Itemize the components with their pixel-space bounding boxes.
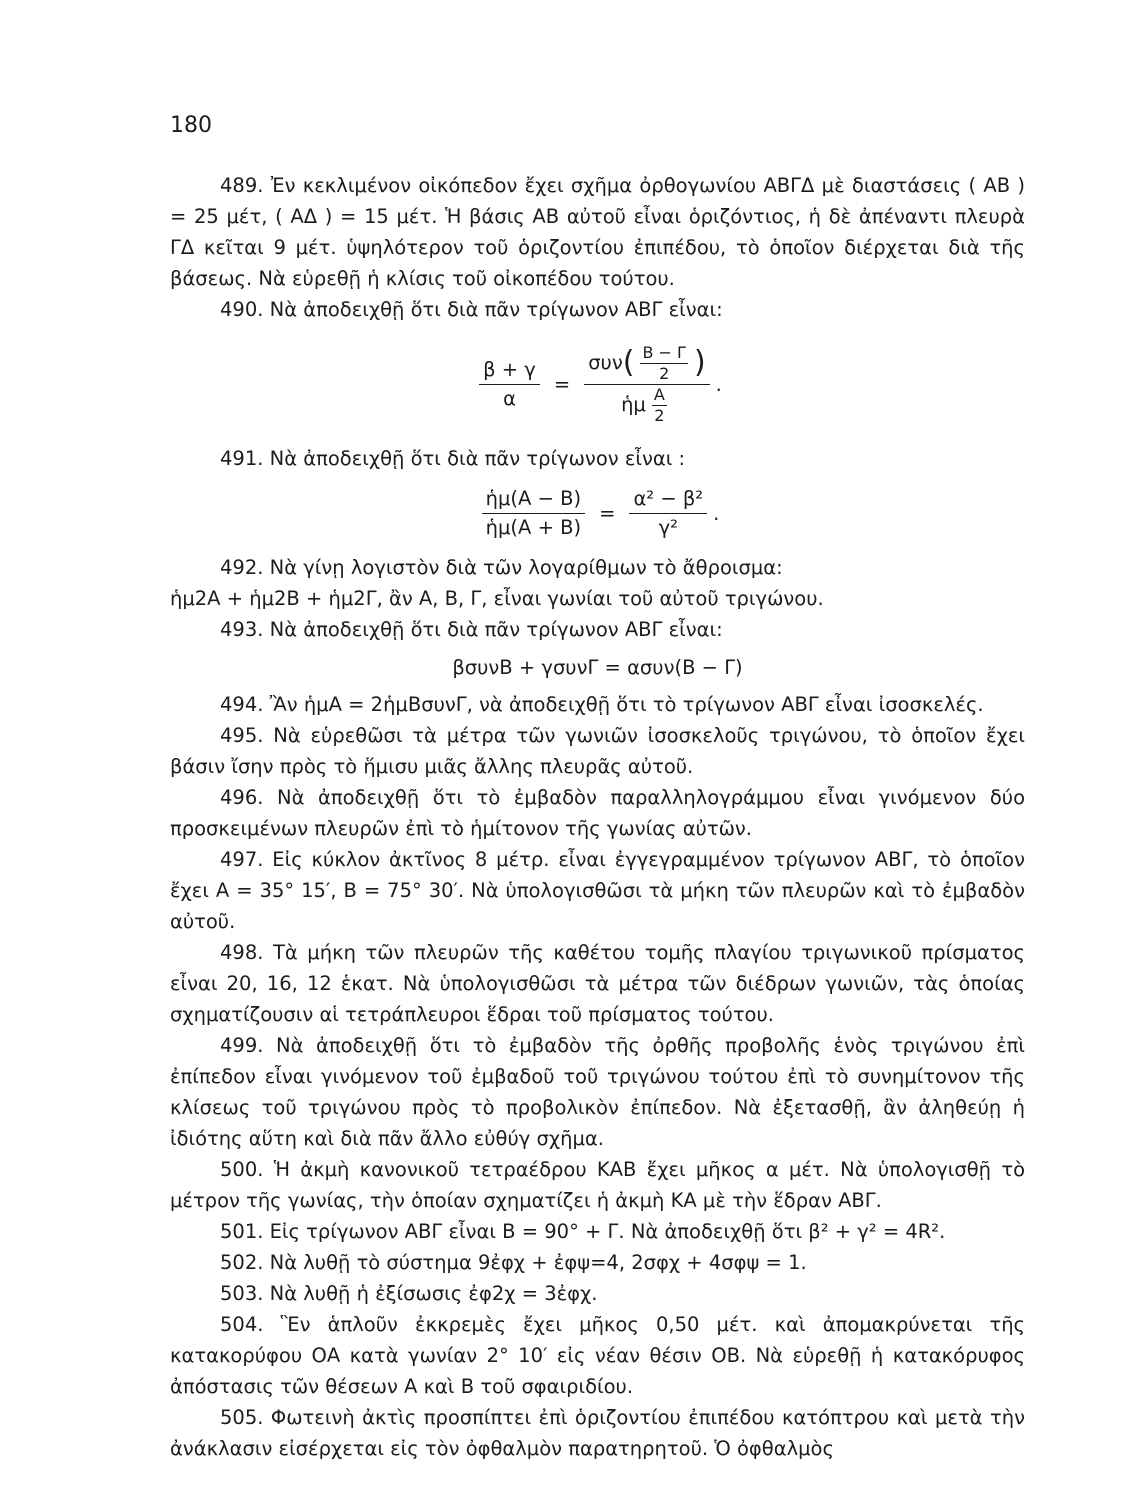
- problem-501: 501. Εἰς τρίγωνον ΑΒΓ εἶναι Β = 90° + Γ. Νὰ ἀποδειχθῇ ὅτι β² + γ² = 4R².: [220, 1220, 946, 1243]
- rhs-denominator: γ²: [658, 515, 678, 539]
- formula-period: .: [713, 501, 720, 525]
- problem-489: 489. Ἐν κεκλιμένον οἰκόπεδον ἔχει σχῆμα ὀρθογωνίου ΑΒΓΔ μὲ διαστάσεις ( ΑΒ ) = 25 μέτ, ( ΑΔ ) = 15 μέτ. Ἡ βάσις ΑΒ αὐτοῦ εἶναι ὁριζόντιος, ἡ δὲ ἀπέναντι πλευρὰ ΓΔ κεῖται 9 μέτ. ὑψηλότερον τοῦ ὁριζοντίου ἐπιπέδου, τὸ ὁποῖον διέρχεται διὰ τῆς βάσεως. Νὰ εὑρεθῇ ἡ κλίσις τοῦ οἰκοπέδου τούτου.: [170, 174, 1025, 290]
- problem-502: 502. Νὰ λυθῇ τὸ σύστημα 9ἐφχ + ἐφψ=4, 2σφχ + 4σφψ = 1.: [220, 1251, 807, 1274]
- page-number: 180: [170, 113, 212, 138]
- problem-499: 499. Νὰ ἀποδειχθῇ ὅτι τὸ ἐμβαδὸν τῆς ὀρθῆς προβολῆς ἑνὸς τριγώνου ἐπὶ ἐπίπεδον εἶναι γινόμενον τοῦ ἐμβαδοῦ τοῦ τριγώνου τούτου ἐπὶ τὸ συνημίτονον τῆς κλίσεως τοῦ τριγώνου πρὸς τὸ προβολικὸν ἐπίπεδον. Νὰ ἐξετασθῇ, ἂν ἀληθεύῃ ἡ ἰδιότης αὕτη καὶ διὰ πᾶν ἄλλο εὐθύγ σχῆμα.: [170, 1034, 1025, 1150]
- lhs-numerator: β + γ: [479, 356, 540, 385]
- problem-503: 503. Νὰ λυθῇ ἡ ἐξίσωσις ἐφ2χ = 3ἐφχ.: [220, 1282, 598, 1305]
- lhs-numerator: ἡμ(Α − Β): [482, 485, 585, 514]
- half-a-fraction: [652, 385, 667, 426]
- formula-491: [170, 478, 1025, 548]
- right-paren: ): [693, 345, 706, 380]
- page-body: [170, 170, 1025, 1464]
- rhs-numerator: α² − β²: [629, 485, 707, 514]
- rhs-numerator: [584, 343, 709, 385]
- problem-494: 494. Ἂν ἡμΑ = 2ἡμΒσυνΓ, νὰ ἀποδειχθῇ ὅτι τὸ τρίγωνον ΑΒΓ εἶναι ἰσοσκελές.: [220, 693, 984, 716]
- formula-493: βσυνΒ + γσυνΓ = ασυν(Β − Γ): [452, 655, 743, 679]
- lhs-denominator: ἡμ(Α + Β): [485, 515, 582, 539]
- formula-period: .: [715, 372, 722, 396]
- problem-492-line2: ἡμ2Α + ἡμ2Β + ἡμ2Γ, ἂν Α, Β, Γ, εἶναι γωνίαι τοῦ αὐτοῦ τριγώνου.: [170, 587, 824, 610]
- problem-497: 497. Εἰς κύκλον ἀκτῖνος 8 μέτρ. εἶναι ἐγγεγραμμένον τρίγωνον ΑΒΓ, τὸ ὁποῖον ἔχει Α = 35° 15′, Β = 75° 30′. Νὰ ὑπολογισθῶσι τὰ μήκη τῶν πλευρῶν καὶ τὸ ἐμβαδὸν αὐτοῦ.: [170, 848, 1025, 933]
- fraction-rhs: [584, 343, 709, 426]
- problem-493: 493. Νὰ ἀποδειχθῇ ὅτι διὰ πᾶν τρίγωνον ΑΒΓ εἶναι:: [220, 618, 723, 641]
- problem-496: 496. Νὰ ἀποδειχθῇ ὅτι τὸ ἐμβαδὸν παραλληλογράμμου εἶναι γινόμενον δύο προσκειμένων πλευρῶν ἐπὶ τὸ ἡμίτονον τῆς γωνίας αὐτῶν.: [170, 786, 1025, 840]
- lhs-denominator: α: [503, 386, 516, 410]
- left-paren: (: [622, 345, 635, 380]
- problem-490: 490. Νὰ ἀποδειχθῇ ὅτι διὰ πᾶν τρίγωνον ΑΒΓ εἶναι:: [220, 298, 723, 321]
- cos-function: συν: [588, 351, 623, 374]
- fraction-lhs: [482, 485, 585, 542]
- half-a-denominator: 2: [654, 405, 665, 425]
- problem-505: 505. Φωτεινὴ ἀκτὶς προσπίπτει ἐπὶ ὁριζοντίου ἐπιπέδου κατόπτρου καὶ μετὰ τὴν ἀνάκλασιν εἰσέρχεται εἰς τὸν ὀφθαλμὸν παρατηρητοῦ. Ὁ ὀφθαλμὸς: [170, 1406, 1025, 1460]
- problem-500: 500. Ἡ ἀκμὴ κανονικοῦ τετραέδρου ΚΑΒ ἔχει μῆκος α μέτ. Νὰ ὑπολογισθῇ τὸ μέτρον τῆς γωνίας, τὴν ὁποίαν σχηματίζει ἡ ἀκμὴ ΚΑ μὲ τὴν ἕδραν ΑΒΓ.: [170, 1158, 1025, 1212]
- problem-491: 491. Νὰ ἀποδειχθῇ ὅτι διὰ πᾶν τρίγωνον εἶναι :: [220, 447, 686, 470]
- half-angle-numerator: Β − Γ: [642, 342, 686, 362]
- problem-495: 495. Νὰ εὑρεθῶσι τὰ μέτρα τῶν γωνιῶν ἰσοσκελοῦς τριγώνου, τὸ ὁποῖον ἔχει βάσιν ἴσην πρὸς τὸ ἥμισυ μιᾶς ἄλλης πλευρᾶς αὐτοῦ.: [170, 724, 1025, 778]
- half-angle-fraction: [640, 343, 687, 384]
- fraction-lhs: [479, 356, 540, 413]
- problem-498: 498. Τὰ μήκη τῶν πλευρῶν τῆς καθέτου τομῆς πλαγίου τριγωνικοῦ πρίσματος εἶναι 20, 16, 12 ἑκατ. Νὰ ὑπολογισθῶσι τὰ μέτρα τῶν διέδρων γωνιῶν, τὰς ὁποίας σχηματίζουσιν αἱ τετράπλευροι ἕδραι τοῦ πρίσματος τούτου.: [170, 941, 1025, 1026]
- fraction-rhs: [629, 485, 707, 542]
- half-a-numerator: Α: [653, 384, 665, 404]
- equals-sign: =: [599, 501, 616, 525]
- equals-sign: =: [553, 372, 571, 396]
- half-angle-denominator: 2: [659, 363, 670, 383]
- formula-490: [170, 329, 1025, 439]
- problem-504: 504. Ἓν ἁπλοῦν ἐκκρεμὲς ἔχει μῆκος 0,50 μέτ. καὶ ἀπομακρύνεται τῆς κατακορύφου ΟΑ κατὰ γωνίαν 2° 10′ εἰς νέαν θέσιν ΟΒ. Νὰ εὑρεθῇ ἡ κατακόρυφος ἀπόστασις τῶν θέσεων Α καὶ Β τοῦ σφαιριδίου.: [170, 1313, 1025, 1398]
- sin-function: ἡμ: [621, 393, 646, 416]
- rhs-denominator: [617, 385, 677, 426]
- problem-492-line1: 492. Νὰ γίνῃ λογιστὸν διὰ τῶν λογαρίθμων τὸ ἄθροισμα:: [220, 556, 783, 579]
